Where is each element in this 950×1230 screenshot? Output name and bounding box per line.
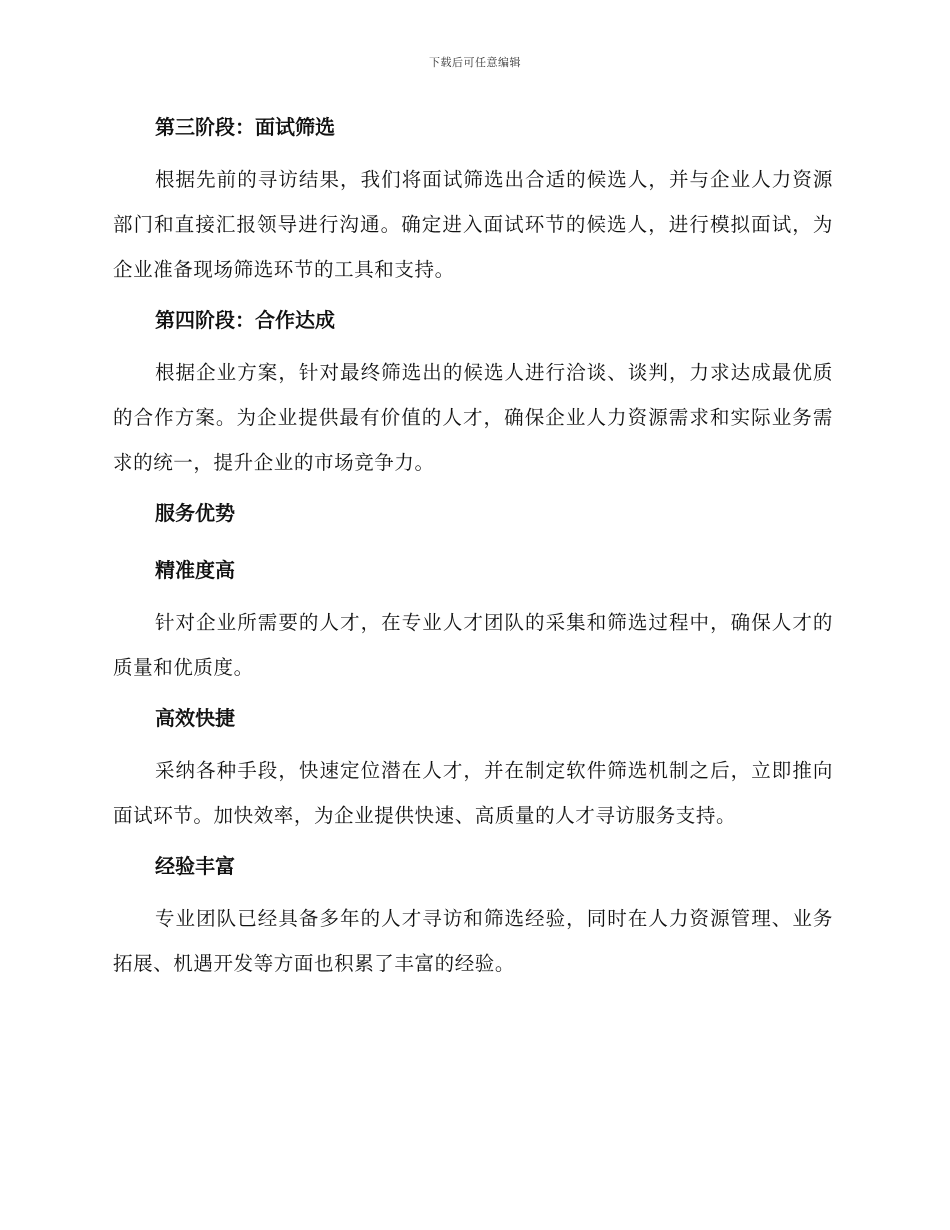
section-heading-efficient: 高效快捷 — [155, 706, 235, 730]
section-body-experienced: 专业团队已经具备多年的人才寻访和筛选经验，同时在人力资源管理、业务拓展、机遇开发等方面也积累了丰富的经验。 — [113, 907, 833, 975]
document-body — [113, 110, 833, 986]
section-heading-high-precision: 精准度高 — [155, 558, 235, 582]
section-heading-service-advantages: 服务优势 — [155, 501, 235, 525]
section-heading-experienced: 经验丰富 — [155, 854, 235, 878]
section-body-high-precision: 针对企业所需要的人才，在专业人才团队的采集和筛选过程中，确保人才的质量和优质度。 — [113, 611, 833, 679]
section-heading-stage-4: 第四阶段：合作达成 — [155, 308, 335, 332]
section-body-efficient: 采纳各种手段，快速定位潜在人才，并在制定软件筛选机制之后，立即推向面试环节。加快效率，为企业提供快速、高质量的人才寻访服务支持。 — [113, 759, 833, 827]
section-body-stage-3: 根据先前的寻访结果，我们将面试筛选出合适的候选人，并与企业人力资源部门和直接汇报领导进行沟通。确定进入面试环节的候选人，进行模拟面试，为企业准备现场筛选环节的工具和支持。 — [113, 168, 833, 281]
header-note: 下载后可任意编辑 — [429, 56, 521, 69]
section-heading-stage-3: 第三阶段：面试筛选 — [155, 115, 335, 139]
section-body-stage-4: 根据企业方案，针对最终筛选出的候选人进行洽谈、谈判，力求达成最优质的合作方案。为企业提供最有价值的人才，确保企业人力资源需求和实际业务需求的统一，提升企业的市场竞争力。 — [113, 361, 833, 474]
